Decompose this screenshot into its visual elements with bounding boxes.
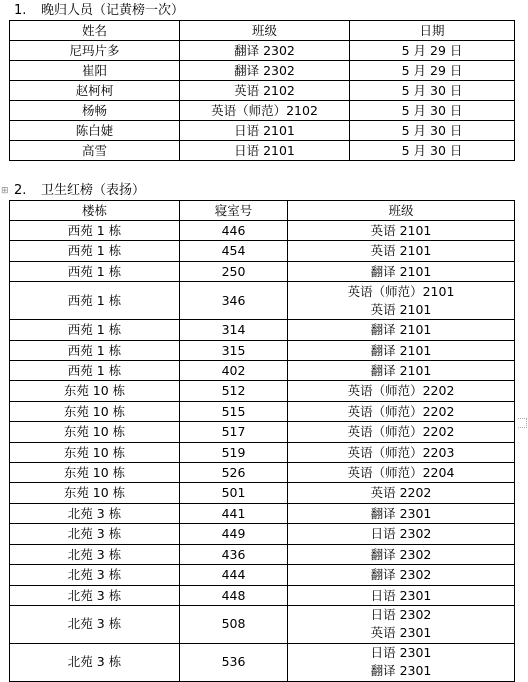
cell-room: 250	[180, 261, 288, 281]
cell-date: 5 月 30 日	[350, 101, 515, 121]
cell-class: 英语（师范）2202	[288, 401, 515, 421]
cell-building: 西苑 1 栋	[10, 282, 180, 320]
cell-class: 日语 2301	[288, 585, 515, 605]
cell-date: 5 月 30 日	[350, 81, 515, 101]
cell-building: 西苑 1 栋	[10, 320, 180, 340]
hygiene-honor-table	[9, 200, 515, 682]
cell-room: 436	[180, 544, 288, 564]
cell-room: 446	[180, 221, 288, 241]
section1-number: 1.	[14, 3, 27, 18]
cell-date: 5 月 30 日	[350, 121, 515, 141]
cell-date: 5 月 29 日	[350, 41, 515, 61]
cell-building: 北苑 3 栋	[10, 524, 180, 544]
cell-building: 北苑 3 栋	[10, 544, 180, 564]
header-room: 寝室号	[180, 201, 288, 221]
cell-class: 英语（师范）2202	[288, 381, 515, 401]
table-header-row	[10, 201, 515, 221]
cell-room: 402	[180, 361, 288, 381]
cell-date: 5 月 30 日	[350, 141, 515, 161]
table-row	[10, 401, 515, 421]
cell-class-line: 日语 2301	[370, 645, 432, 661]
table-row	[10, 524, 515, 544]
cell-class-line: 日语 2302	[370, 607, 432, 623]
cell-class: 日语 2302	[288, 524, 515, 544]
paragraph-anchor-icon: ⊞	[1, 186, 9, 196]
table-row	[10, 241, 515, 261]
cell-class: 日语 2101	[180, 141, 350, 161]
table-row	[10, 483, 515, 503]
cell-class-line: 翻译 2301	[370, 663, 432, 679]
cell-building: 东苑 10 栋	[10, 483, 180, 503]
cell-building: 北苑 3 栋	[10, 565, 180, 585]
table-row	[10, 585, 515, 605]
cell-class: 翻译 2301	[288, 503, 515, 523]
cell-class: 翻译 2101	[288, 361, 515, 381]
header-class: 班级	[180, 21, 350, 41]
cell-name: 赵柯柯	[10, 81, 180, 101]
cell-class	[288, 282, 515, 320]
table-row	[10, 61, 515, 81]
table-row	[10, 463, 515, 483]
cell-class: 英语（师范）2202	[288, 422, 515, 442]
section2-heading	[14, 183, 145, 199]
cell-room: 508	[180, 605, 288, 643]
table-row	[10, 221, 515, 241]
cell-class: 英语 2101	[288, 241, 515, 261]
cell-building: 东苑 10 栋	[10, 401, 180, 421]
cell-building: 东苑 10 栋	[10, 463, 180, 483]
cell-room: 454	[180, 241, 288, 261]
cell-room: 315	[180, 340, 288, 360]
section1-title: 晚归人员（记黄榜一次）	[41, 3, 185, 18]
cell-class: 英语（师范）2102	[180, 101, 350, 121]
cell-class-line: 英语（师范）2101	[347, 283, 455, 299]
cell-class: 英语 2102	[180, 81, 350, 101]
cell-class: 翻译 2101	[288, 261, 515, 281]
cell-date: 5 月 29 日	[350, 61, 515, 81]
cell-room: 314	[180, 320, 288, 340]
cell-class-line: 英语 2301	[370, 625, 432, 641]
table-row	[10, 361, 515, 381]
table-row	[10, 565, 515, 585]
cell-building: 北苑 3 栋	[10, 605, 180, 643]
cell-class: 翻译 2302	[180, 41, 350, 61]
cell-room: 346	[180, 282, 288, 320]
cell-class: 英语（师范）2203	[288, 442, 515, 462]
section1-heading	[14, 3, 184, 19]
cell-class: 翻译 2302	[288, 544, 515, 564]
cell-room: 501	[180, 483, 288, 503]
cell-room: 517	[180, 422, 288, 442]
cell-name: 高雪	[10, 141, 180, 161]
cell-class	[288, 643, 515, 681]
cell-building: 北苑 3 栋	[10, 643, 180, 681]
cell-class	[288, 605, 515, 643]
cell-room: 444	[180, 565, 288, 585]
cell-room: 449	[180, 524, 288, 544]
table-row	[10, 320, 515, 340]
cell-room: 515	[180, 401, 288, 421]
table-header-row	[10, 21, 515, 41]
table-row	[10, 643, 515, 681]
cell-class: 英语（师范）2204	[288, 463, 515, 483]
cell-class: 翻译 2101	[288, 320, 515, 340]
cell-class: 翻译 2101	[288, 340, 515, 360]
table-row	[10, 605, 515, 643]
cell-building: 西苑 1 栋	[10, 221, 180, 241]
cell-name: 尼玛片多	[10, 41, 180, 61]
cell-building: 西苑 1 栋	[10, 241, 180, 261]
cell-room: 536	[180, 643, 288, 681]
table-row	[10, 101, 515, 121]
table-row	[10, 261, 515, 281]
cell-building: 东苑 10 栋	[10, 422, 180, 442]
header-building: 楼栋	[10, 201, 180, 221]
section2-number: 2.	[14, 183, 27, 198]
table-row	[10, 81, 515, 101]
cell-class: 英语 2101	[288, 221, 515, 241]
table-row	[10, 442, 515, 462]
cell-building: 北苑 3 栋	[10, 585, 180, 605]
cell-building: 北苑 3 栋	[10, 503, 180, 523]
header-name: 姓名	[10, 21, 180, 41]
page-margin-marker	[518, 418, 527, 428]
cell-building: 西苑 1 栋	[10, 261, 180, 281]
table-row	[10, 121, 515, 141]
header-class: 班级	[288, 201, 515, 221]
table-row	[10, 141, 515, 161]
table-row	[10, 381, 515, 401]
table-row	[10, 503, 515, 523]
cell-class: 翻译 2302	[180, 61, 350, 81]
cell-name: 陈白婕	[10, 121, 180, 141]
cell-room: 512	[180, 381, 288, 401]
cell-class-line: 英语 2101	[370, 301, 432, 317]
cell-room: 448	[180, 585, 288, 605]
cell-building: 东苑 10 栋	[10, 381, 180, 401]
late-return-table	[9, 20, 515, 161]
cell-room: 441	[180, 503, 288, 523]
table-row	[10, 422, 515, 442]
table-row	[10, 544, 515, 564]
cell-name: 杨畅	[10, 101, 180, 121]
table-row	[10, 41, 515, 61]
cell-building: 东苑 10 栋	[10, 442, 180, 462]
cell-room: 519	[180, 442, 288, 462]
cell-class: 英语 2202	[288, 483, 515, 503]
cell-room: 526	[180, 463, 288, 483]
cell-class: 日语 2101	[180, 121, 350, 141]
cell-class: 翻译 2302	[288, 565, 515, 585]
table-row	[10, 282, 515, 320]
cell-building: 西苑 1 栋	[10, 340, 180, 360]
section2-title: 卫生红榜（表扬）	[41, 183, 146, 198]
cell-name: 崔阳	[10, 61, 180, 81]
cell-building: 西苑 1 栋	[10, 361, 180, 381]
header-date: 日期	[350, 21, 515, 41]
table-row	[10, 340, 515, 360]
